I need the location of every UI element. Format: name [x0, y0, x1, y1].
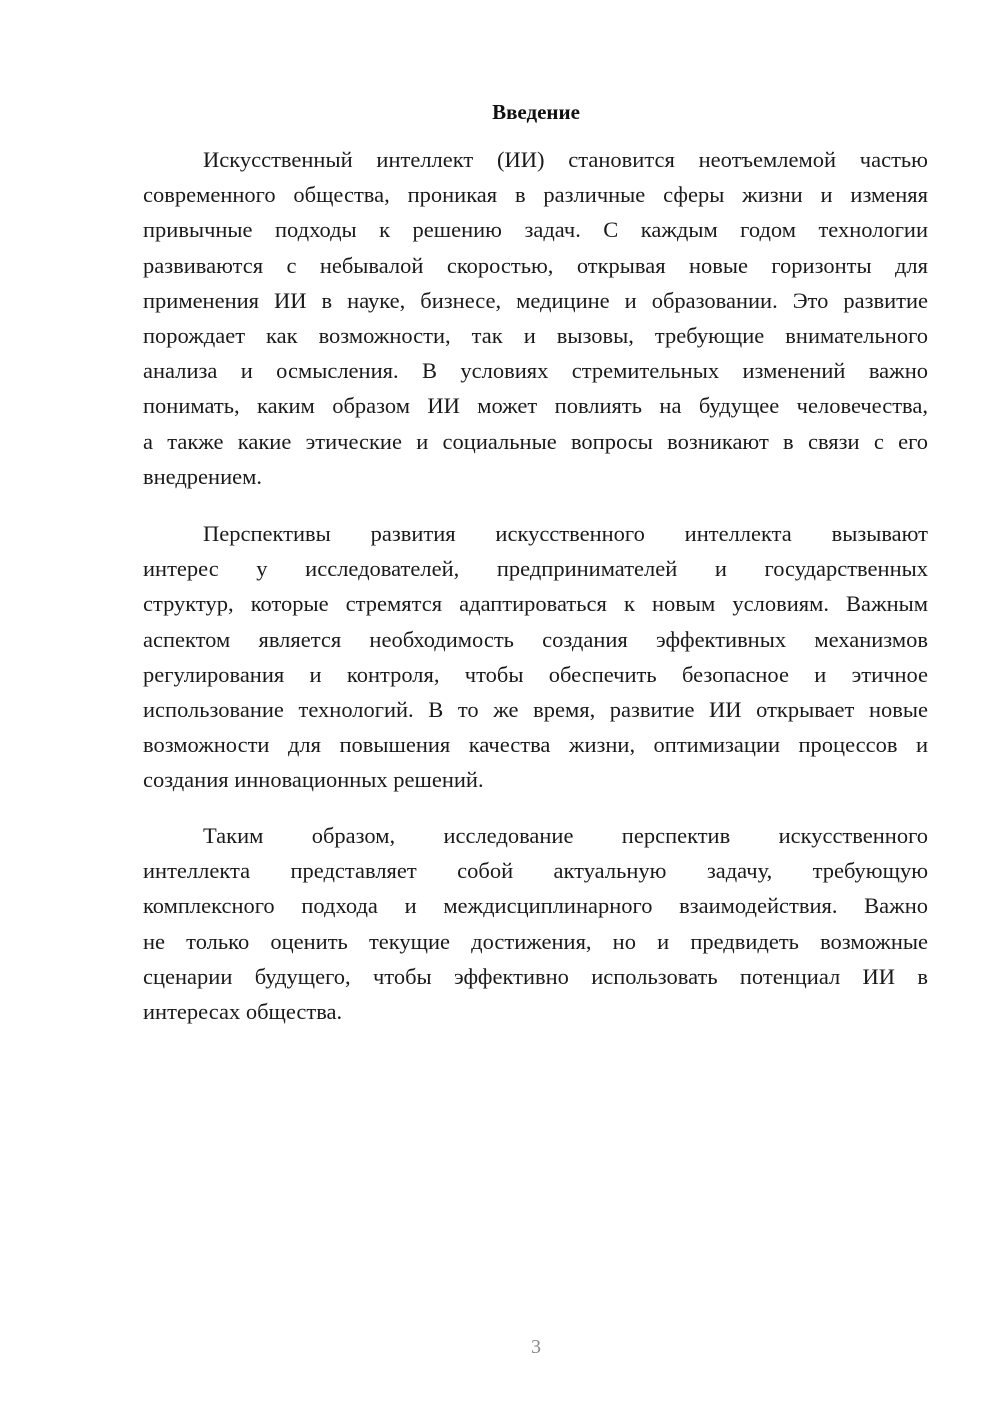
paragraph-line: порождает как возможности, так и вызовы, требующие внимательного	[143, 322, 928, 348]
page-number: 3	[531, 1336, 541, 1358]
paragraph-line: сценарии будущего, чтобы эффективно использовать потенциал ИИ в	[143, 963, 928, 989]
paragraph-line: регулирования и контроля, чтобы обеспечить безопасное и этичное	[143, 661, 928, 687]
paragraph-3	[143, 818, 928, 1029]
paragraph-line: возможности для повышения качества жизни, оптимизации процессов и	[143, 732, 928, 758]
paragraph-line: внедрением.	[143, 463, 262, 489]
paragraph-line: структур, которые стремятся адаптироваться к новым условиям. Важным	[143, 591, 928, 617]
paragraph-line: понимать, каким образом ИИ может повлиять на будущее человечества,	[143, 393, 928, 419]
paragraph-line: привычные подходы к решению задач. С каждым годом технологии	[143, 217, 928, 243]
paragraph-line: интерес у исследователей, предпринимателей и государственных	[143, 556, 928, 582]
paragraph-line: а также какие этические и социальные вопросы возникают в связи с его	[143, 428, 928, 454]
paragraph-line: интеллекта представляет собой актуальную задачу, требующую	[143, 858, 928, 884]
paragraph-line: не только оценить текущие достижения, но и предвидеть возможные	[143, 928, 928, 954]
paragraph-line: современного общества, проникая в различные сферы жизни и изменяя	[143, 182, 928, 208]
paragraph-1	[143, 142, 928, 494]
paragraph-line: аспектом является необходимость создания эффективных механизмов	[143, 626, 928, 652]
paragraph-line: Перспективы развития искусственного интеллекта вызывают	[203, 521, 928, 546]
paragraph-line: создания инновационных решений.	[143, 767, 484, 793]
paragraph-line: развиваются с небывалой скоростью, открывая новые горизонты для	[143, 252, 928, 278]
paragraph-line: Искусственный интеллект (ИИ) становится неотъемлемой частью	[203, 147, 928, 172]
paragraph-line: интересах общества.	[143, 998, 343, 1024]
paragraph-line: анализа и осмысления. В условиях стремительных изменений важно	[143, 358, 928, 384]
section-title: Введение	[492, 100, 580, 124]
paragraph-line: комплексного подхода и междисциплинарного взаимодействия. Важно	[143, 893, 928, 919]
paragraph-2	[143, 516, 928, 798]
paragraph-line: применения ИИ в науке, бизнесе, медицине и образовании. Это развитие	[143, 287, 928, 313]
paragraph-line: Таким образом, исследование перспектив искусственного	[203, 823, 928, 848]
paragraph-line: использование технологий. В то же время, развитие ИИ открывает новые	[143, 696, 928, 722]
